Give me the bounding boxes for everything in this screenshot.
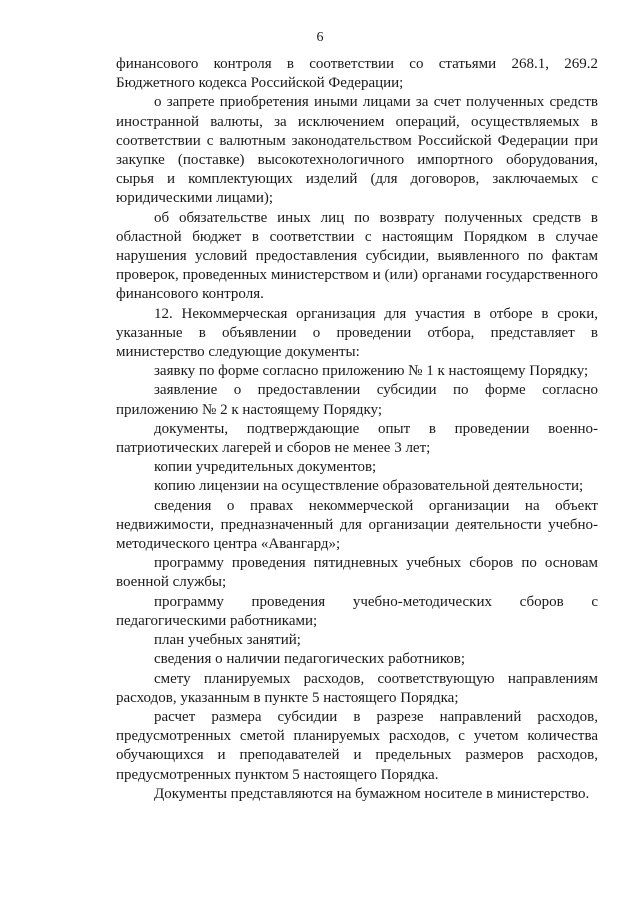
list-item-five-day-program: программу проведения пятидневных учебных сборов по основам военной службы;	[116, 555, 598, 591]
list-item-application: заявку по форме согласно приложению № 1 к настоящему Порядку;	[154, 363, 589, 380]
paragraph-paper-submission: Документы представляются на бумажном носителе в министерство.	[154, 785, 590, 802]
list-item-teacher-program: программу проведения учебно-методических сборов с педагогическими работниками;	[116, 593, 598, 629]
paragraph-item-12: 12. Некоммерческая организация для участия в отборе в сроки, указанные в объявлении о проведении отбора, представляет в министерство следующие документы:	[116, 305, 598, 361]
list-item-subsidy-request: заявление о предоставлении субсидии по форме согласно приложению № 2 к настоящему Порядку;	[116, 382, 598, 418]
list-item-curriculum: план учебных занятий;	[154, 632, 301, 649]
list-item-subsidy-calculation: расчет размера субсидии в разрезе направлений расходов, предусмотренных сметой планируемых расходов, с учетом количества обучающихся и преподавателей и предельных размеров расходов, предусмотренных пунктом 5 настоящего Порядка.	[116, 708, 598, 783]
paragraph-refund-obligation: об обязательстве иных лиц по возврату полученных средств в областной бюджет в соответствии с настоящим Порядком в случае нарушения условий предоставления субсидии, выявленного по фактам проверок, проведенных министерством и (или) органами государственного финансового контроля.	[116, 209, 598, 303]
list-item-property-rights: сведения о правах некоммерческой организации на объект недвижимости, предназначенный для организации деятельности учебно-методического центра «Авангард»;	[116, 497, 598, 553]
page-number: 6	[316, 30, 324, 45]
paragraph-foreign-currency: о запрете приобретения иными лицами за счет полученных средств иностранной валюты, за исключением операций, осуществляемых в соответствии с валютным законодательством Российской Федерации при закупке (поставке) высокотехнологичного импортного оборудования, сырья и комплектующих изделий (для договоров, заключаемых с юридическими лицами);	[116, 94, 598, 207]
list-item-experience-docs: документы, подтверждающие опыт в проведении военно-патриотических лагерей и сборов не менее 3 лет;	[116, 420, 598, 457]
paragraph-continuation: финансового контроля в соответствии со статьями 268.1, 269.2 Бюджетного кодекса Российской Федерации;	[116, 56, 598, 92]
list-item-teachers-info: сведения о наличии педагогических работников;	[154, 651, 466, 668]
list-item-founding-docs: копии учредительных документов;	[154, 459, 377, 476]
document-body	[116, 55, 598, 804]
list-item-budget-estimate: смету планируемых расходов, соответствующую направлениям расходов, указанным в пункте 5 настоящего Порядка;	[116, 670, 598, 706]
list-item-license: копию лицензии на осуществление образовательной деятельности;	[154, 478, 584, 495]
